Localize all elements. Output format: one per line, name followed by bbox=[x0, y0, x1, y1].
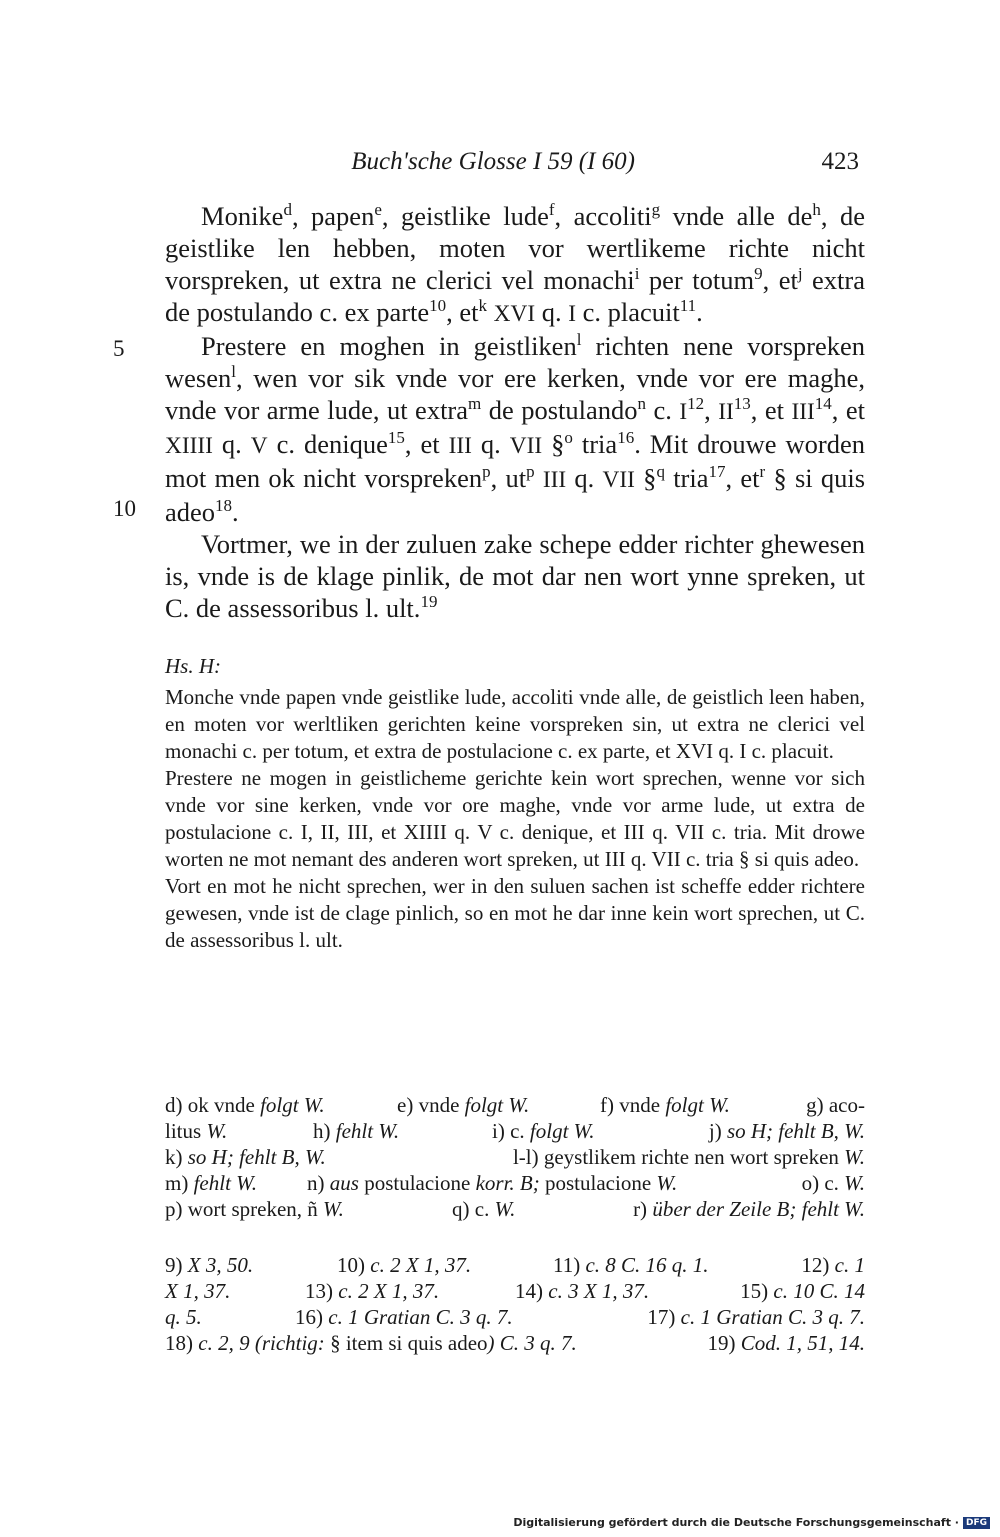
apparatus-note-n: n) aus postulacione korr. B; postulacione W. bbox=[307, 1171, 678, 1195]
apparatus-note-f: f) vnde folgt W. bbox=[600, 1093, 730, 1117]
apparatus-line bbox=[165, 1092, 865, 1118]
apparatus-note-d: d) ok vnde folgt W. bbox=[165, 1093, 325, 1117]
note-17: 17) c. 1 Gratian C. 3 q. 7. bbox=[647, 1305, 865, 1329]
digitization-footer bbox=[513, 1516, 990, 1529]
note-15: 15) c. 10 C. 14 bbox=[740, 1279, 865, 1303]
note-15-cont: q. 5. bbox=[165, 1305, 202, 1329]
apparatus-note-g: g) aco- bbox=[806, 1093, 865, 1117]
critical-apparatus bbox=[165, 1092, 865, 1222]
note-10: 10) c. 2 X 1, 37. bbox=[337, 1253, 472, 1277]
apparatus-note-q: q) c. W. bbox=[452, 1197, 516, 1221]
notes-line bbox=[165, 1304, 865, 1330]
dfg-logo: DFG bbox=[963, 1517, 990, 1529]
line-number: 5 bbox=[113, 336, 125, 361]
note-11: 11) c. 8 C. 16 q. 1. bbox=[553, 1253, 709, 1277]
note-18: 18) c. 2, 9 (richtig: § item si quis adeo) C. 3 q. 7. bbox=[165, 1331, 577, 1355]
paragraph-3: Vortmer, we in der zuluen zake schepe edder richter ghewesen is, vnde is de klage pinlik, de mot dar nen wort ynne spreken, ut C. de assessoribus l. ult.$^{19}$ bbox=[165, 529, 865, 623]
manuscript-h-text bbox=[165, 684, 865, 954]
apparatus-note-k: k) so H; fehlt B, W. bbox=[165, 1145, 326, 1169]
main-text bbox=[165, 200, 865, 624]
running-header bbox=[165, 148, 865, 184]
apparatus-line bbox=[165, 1118, 865, 1144]
apparatus-note-g-cont: litus W. bbox=[165, 1119, 228, 1143]
hs-paragraph: Monche vnde papen vnde geistlike lude, accoliti vnde alle, de geistlich leen haben, en moten vor werltliken gerichten keine vorspreken sin, ut extra ne clerici vel monachi c. per totum, et extra de postulacione c. ex parte, et XVI q. I c. placuit. bbox=[165, 685, 865, 763]
note-12: 12) c. 1 bbox=[801, 1253, 865, 1277]
hs-paragraph: Vort en mot he nicht sprechen, wer in den suluen sachen ist scheffe edder richtere gewesen, vnde ist de clage pinlich, so en mot he dar inne kein wort sprechen, ut C. de assessoribus l. ult. bbox=[165, 874, 865, 952]
apparatus-line bbox=[165, 1170, 865, 1196]
apparatus-note-i: i) c. folgt W. bbox=[492, 1119, 595, 1143]
note-16: 16) c. 1 Gratian C. 3 q. 7. bbox=[295, 1305, 513, 1329]
hs-paragraph: Prestere ne mogen in geistlicheme gerichte kein wort sprechen, wenne vor sich vnde vor sine kerken, vnde vor ore maghe, vnde vor arme lude, ut extra de postulacione c. I, II, III, et XIIII q. V c. denique, et III q. VII c. tria. Mit drowe worten ne mot nemant des anderen wort spreken, ut III q. VII c. tria § si quis adeo. bbox=[165, 766, 865, 871]
note-12-cont: X 1, 37. bbox=[165, 1279, 231, 1303]
notes-line bbox=[165, 1330, 865, 1356]
apparatus-note-m: m) fehlt W. bbox=[165, 1171, 257, 1195]
apparatus-note-j: j) so H; fehlt B, W. bbox=[708, 1119, 865, 1143]
running-title: Buch'sche Glosse I 59 (I 60) bbox=[351, 148, 635, 175]
notes-line bbox=[165, 1252, 865, 1278]
page-number: 423 bbox=[821, 148, 859, 175]
note-13: 13) c. 2 X 1, 37. bbox=[305, 1279, 440, 1303]
paragraph-2: Prestere en moghen in geistliken$^l$ richten nene vorspreken wesen$^l$, wen vor sik vnde vor ere kerken, vnde vor ere maghe, vnde vor arme lude, ut extra$^m$ de postulando$^n$ c. $I^{12}$, II$^{13}$, et III$^{14}$, et XIIII q. V c. denique$^{15}$, et III q. VII §$^o$ tria$^{16}$. Mit drouwe worden mot men ok nicht vorspreken$^p$, $ut^p$ III q. VII §$^q$ tria$^{17}$, $et^r$ § si quis adeo$^{18}$. bbox=[165, 330, 866, 527]
apparatus-note-l: l-l) geystlikem richte nen wort spreken W. bbox=[512, 1145, 865, 1169]
line-number: 10 bbox=[113, 496, 136, 521]
apparatus-line bbox=[165, 1196, 865, 1222]
note-19: 19) Cod. 1, 51, 14. bbox=[707, 1331, 865, 1355]
apparatus-note-p: p) wort spreken, ñ W. bbox=[165, 1197, 344, 1221]
note-9: 9) X 3, 50. bbox=[165, 1253, 254, 1277]
apparatus-note-o: o) c. W. bbox=[801, 1171, 865, 1195]
manuscript-label: Hs. H: bbox=[165, 654, 221, 678]
apparatus-note-r: r) über der Zeile B; fehlt W. bbox=[633, 1197, 865, 1221]
apparatus-note-h: h) fehlt W. bbox=[313, 1119, 400, 1143]
footer-text: Digitalisierung gefördert durch die Deutsche Forschungsgemeinschaft · bbox=[513, 1516, 959, 1529]
note-14: 14) c. 3 X 1, 37. bbox=[515, 1279, 650, 1303]
paragraph-1: Monike$^d$, papen$^e$, geistlike lude$^f$, accoliti$^g$ vnde alle $de^h$, de geistlike len hebben, moten vor wertlikeme richte nicht vorspreken, ut extra ne clerici vel monachi$^i$ per totum$^9$, $et^j$ extra de postulando c. ex parte$^{10}$, $et^k$ XVI q. I c. placuit$^{11}$. bbox=[165, 200, 865, 327]
notes-line bbox=[165, 1278, 865, 1304]
source-notes bbox=[165, 1252, 865, 1356]
apparatus-line bbox=[165, 1144, 865, 1170]
apparatus-note-e: e) vnde folgt W. bbox=[397, 1093, 530, 1117]
